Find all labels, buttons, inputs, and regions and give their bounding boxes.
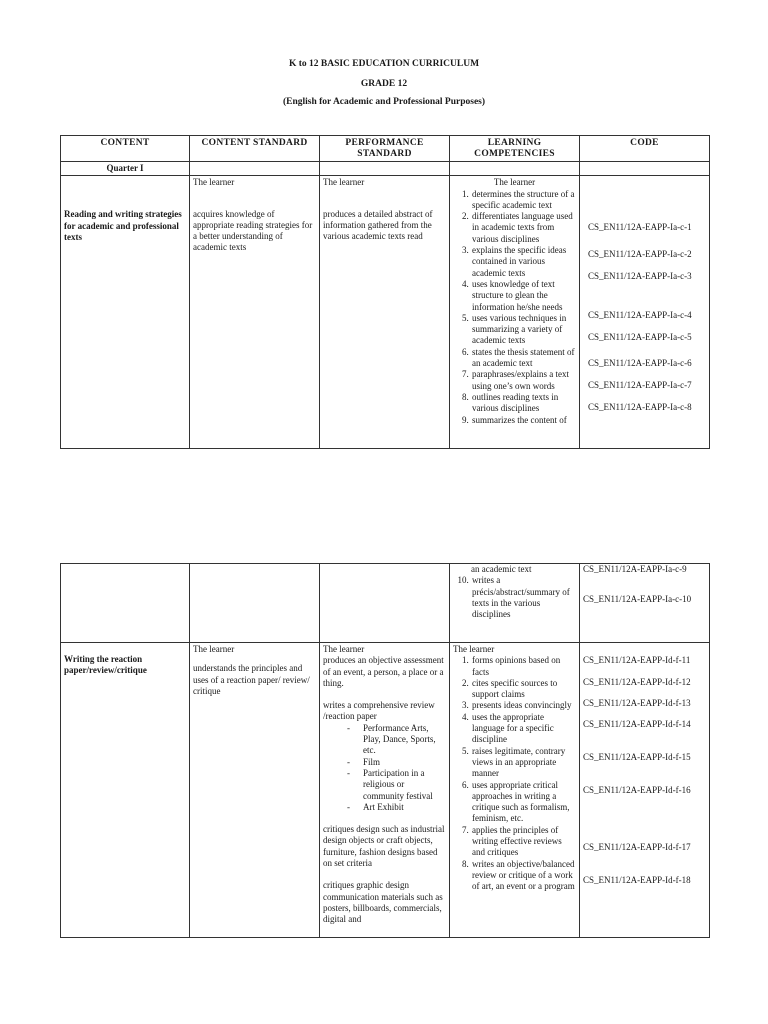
content-text: Writing the reaction paper/review/critique <box>64 654 147 676</box>
list-item: 3. presents ideas convincingly <box>471 700 576 711</box>
code-item: CS_EN11/12A-EAPP-Ia-c-10 <box>583 594 692 605</box>
col-header-code: CODE <box>580 136 710 162</box>
code-item: CS_EN11/12A-EAPP-Id-f-11 <box>583 655 691 665</box>
code-item: CS_EN11/12A-EAPP-Ia-c-2 <box>588 248 692 259</box>
list-item: 2. cites specific sources to support claims <box>471 678 576 701</box>
doc-title: K to 12 BASIC EDUCATION CURRICULUM <box>288 59 480 69</box>
cs-text: acquires knowledge of appropriate reading strategies for a better understanding of academic texts <box>193 208 313 253</box>
table-row <box>61 643 710 938</box>
code-item: CS_EN11/12A-EAPP-Ia-c-1 <box>588 222 692 233</box>
competency-list <box>453 575 576 620</box>
lc-intro: The learner <box>493 177 536 188</box>
code-cell <box>580 643 710 938</box>
list-item: 2. differentiates language used in academic texts from various disciplines <box>471 211 576 245</box>
col-header-performance-standard: PERFORMANCE STANDARD <box>320 136 450 162</box>
list-item: 1. determines the structure of a specific academic text <box>471 189 576 212</box>
col-header-learning-competencies: LEARNING COMPETENCIES <box>450 136 580 162</box>
competencies-cell <box>450 643 580 938</box>
list-item: 6. uses appropriate critical approaches in writing a critique such as formalism, feminism, etc. <box>471 780 576 825</box>
quarter-label: Quarter I <box>61 162 190 176</box>
competency-list <box>453 655 576 892</box>
col-header-content-standard: CONTENT STANDARD <box>190 136 320 162</box>
curriculum-table-page2 <box>60 563 710 938</box>
quarter-row <box>61 162 710 176</box>
ps-text: critiques graphic design communication materials such as posters, billboards, commercials, digital and <box>323 880 443 925</box>
code-item: CS_EN11/12A-EAPP-Ia-c-4 <box>588 310 692 321</box>
table-row <box>61 564 710 643</box>
subject-label: (English for Academic and Professional Purposes) <box>282 97 486 107</box>
code-item: CS_EN11/12A-EAPP-Id-f-15 <box>583 752 691 763</box>
curriculum-table-page1 <box>60 135 710 449</box>
code-item: CS_EN11/12A-EAPP-Ia-c-6 <box>588 357 692 368</box>
performance-standard-cell <box>320 176 450 449</box>
list-item: 4. uses the appropriate language for a specific discipline <box>471 712 576 746</box>
code-item: CS_EN11/12A-EAPP-Id-f-13 <box>583 697 691 708</box>
list-item: - Film <box>351 757 446 768</box>
ps-intro: The learner <box>323 644 365 654</box>
content-cell <box>61 643 190 938</box>
list-item: 8. writes an objective/balanced review or critique of a work of art, an event or a program <box>471 859 576 893</box>
table-row <box>61 176 710 449</box>
code-cell <box>580 176 710 449</box>
code-item: CS_EN11/12A-EAPP-Ia-c-8 <box>588 402 692 413</box>
list-item: - Performance Arts, Play, Dance, Sports, etc. <box>351 723 446 757</box>
content-standard-cell <box>190 176 320 449</box>
lc-intro: The learner <box>453 644 495 654</box>
competencies-cell <box>450 564 580 643</box>
list-item: 9. summarizes the content of <box>471 415 576 426</box>
ps-text: critiques design such as industrial design objects or craft objects, furniture, fashion designs based on set criteria <box>323 824 445 869</box>
cs-intro: The learner <box>193 644 235 654</box>
list-item: 7. applies the principles of writing effective reviews and critiques <box>471 825 576 859</box>
cs-text: understands the principles and uses of a reaction paper/ review/ critique <box>193 663 310 696</box>
list-item: 6. states the thesis statement of an academic text <box>471 347 576 370</box>
code-item: CS_EN11/12A-EAPP-Ia-c-9 <box>583 564 687 574</box>
ps-text: writes a comprehensive review /reaction paper <box>323 700 435 722</box>
code-item: CS_EN11/12A-EAPP-Id-f-17 <box>583 841 691 852</box>
ps-bullet-list <box>323 723 446 813</box>
content-text: Reading and writing strategies for academic and professional texts <box>64 209 182 242</box>
code-item: CS_EN11/12A-EAPP-Ia-c-3 <box>588 270 692 281</box>
content-standard-cell <box>190 643 320 938</box>
ps-text: produces an objective assessment of an event, a person, a place or a thing. <box>323 655 444 688</box>
list-item: 1. forms opinions based on facts <box>471 655 576 678</box>
ps-text: produces a detailed abstract of information gathered from the various academic texts read <box>323 208 433 242</box>
content-cell <box>61 176 190 449</box>
list-item: 8. outlines reading texts in various disciplines <box>471 392 576 415</box>
list-item: 7. paraphrases/explains a text using one’s own words <box>471 369 576 392</box>
code-item: CS_EN11/12A-EAPP-Id-f-16 <box>583 785 691 796</box>
header-row <box>61 136 710 162</box>
competencies-cell <box>450 176 580 449</box>
col-header-content: CONTENT <box>61 136 190 162</box>
list-item: 10. writes a précis/abstract/summary of texts in the various disciplines <box>471 575 576 620</box>
code-item: CS_EN11/12A-EAPP-Ia-c-7 <box>588 380 692 391</box>
code-cell <box>580 564 710 643</box>
list-item: - Art Exhibit <box>351 802 446 813</box>
competency-list <box>453 189 576 426</box>
competency-continued: an academic text <box>471 564 532 574</box>
list-item: - Participation in a religious or community festival <box>351 768 446 802</box>
list-item: 5. raises legitimate, contrary views in an appropriate manner <box>471 746 576 780</box>
list-item: 3. explains the specific ideas contained in various academic texts <box>471 245 576 279</box>
code-item: CS_EN11/12A-EAPP-Id-f-18 <box>583 875 691 886</box>
list-item: 4. uses knowledge of text structure to glean the information he/she needs <box>471 279 576 313</box>
grade-label: GRADE 12 <box>360 79 408 89</box>
performance-standard-cell <box>320 643 450 938</box>
code-item: CS_EN11/12A-EAPP-Id-f-12 <box>583 677 691 688</box>
list-item: 5. uses various techniques in summarizing a variety of academic texts <box>471 313 576 347</box>
code-item: CS_EN11/12A-EAPP-Ia-c-5 <box>588 332 692 343</box>
code-item: CS_EN11/12A-EAPP-Id-f-14 <box>583 718 691 729</box>
cs-intro: The learner <box>193 177 235 188</box>
ps-intro: The learner <box>323 177 365 188</box>
